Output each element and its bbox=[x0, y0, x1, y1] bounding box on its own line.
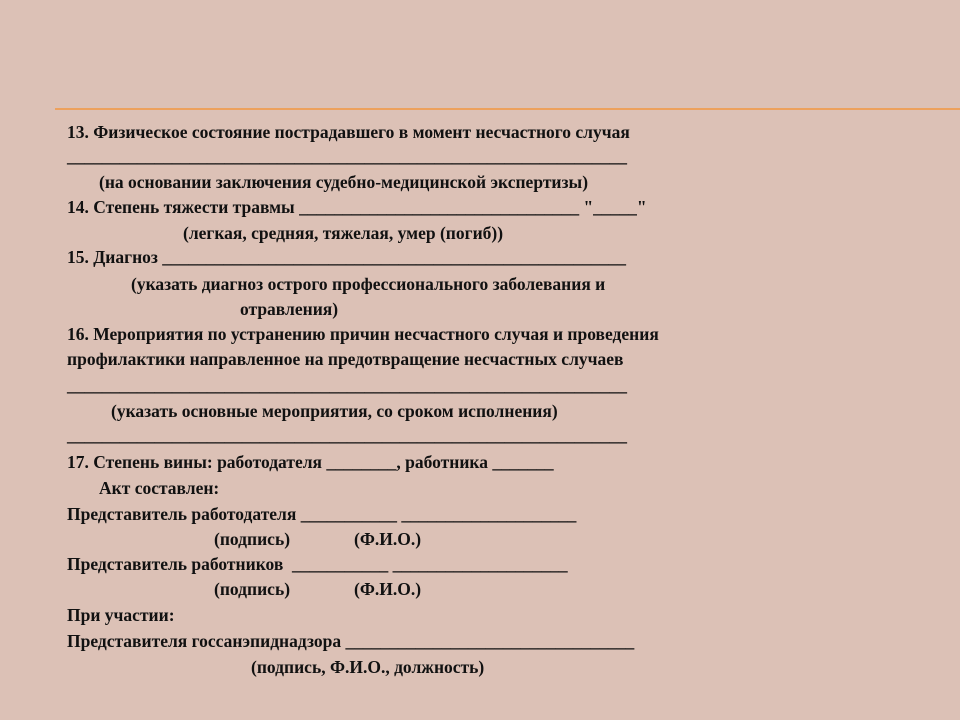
sanepid-rep-line: Представителя госсанэпиднадзора _________________________________ bbox=[67, 631, 635, 651]
worker-fio-hint: (Ф.И.О.) bbox=[354, 579, 422, 599]
act-composed: Акт составлен: bbox=[99, 478, 220, 498]
accent-rule bbox=[55, 108, 960, 110]
employer-rep-line: Представитель работодателя ___________ ____________________ bbox=[67, 504, 577, 524]
item15-hint-line1: (указать диагноз острого профессионального заболевания и bbox=[131, 274, 606, 294]
item16-field2[interactable]: ________________________________________________________________ bbox=[67, 425, 627, 445]
worker-signature-hint: (подпись) bbox=[214, 579, 291, 599]
item15-hint-line2: отравления) bbox=[240, 299, 339, 319]
item13-label: 13. Физическое состояние пострадавшего в момент несчастного случая bbox=[67, 122, 630, 142]
participation-label: При участии: bbox=[67, 605, 175, 625]
item15-label: 15. Диагноз _____________________________________________________ bbox=[67, 247, 627, 267]
item16-line1: 16. Мероприятия по устранению причин несчастного случая и проведения bbox=[67, 324, 659, 344]
item16-hint: (указать основные мероприятия, со сроком исполнения) bbox=[111, 401, 558, 421]
item14-label: 14. Степень тяжести травмы ________________________________ "_____" bbox=[67, 197, 647, 217]
employer-signature-hint: (подпись) bbox=[214, 529, 291, 549]
item16-field1[interactable]: ________________________________________________________________ bbox=[67, 375, 627, 395]
item16-line2: профилактики направленное на предотвращение несчастных случаев bbox=[67, 349, 624, 369]
employer-fio-hint: (Ф.И.О.) bbox=[354, 529, 422, 549]
item17-label: 17. Степень вины: работодателя ________, работника _______ bbox=[67, 452, 554, 472]
worker-rep-line: Представитель работников ___________ ____________________ bbox=[67, 554, 568, 574]
sanepid-hint: (подпись, Ф.И.О., должность) bbox=[251, 657, 485, 677]
item13-field[interactable]: ________________________________________________________________ bbox=[67, 146, 627, 166]
item14-hint: (легкая, средняя, тяжелая, умер (погиб)) bbox=[183, 223, 504, 243]
item13-hint: (на основании заключения судебно-медицинской экспертизы) bbox=[99, 172, 589, 192]
